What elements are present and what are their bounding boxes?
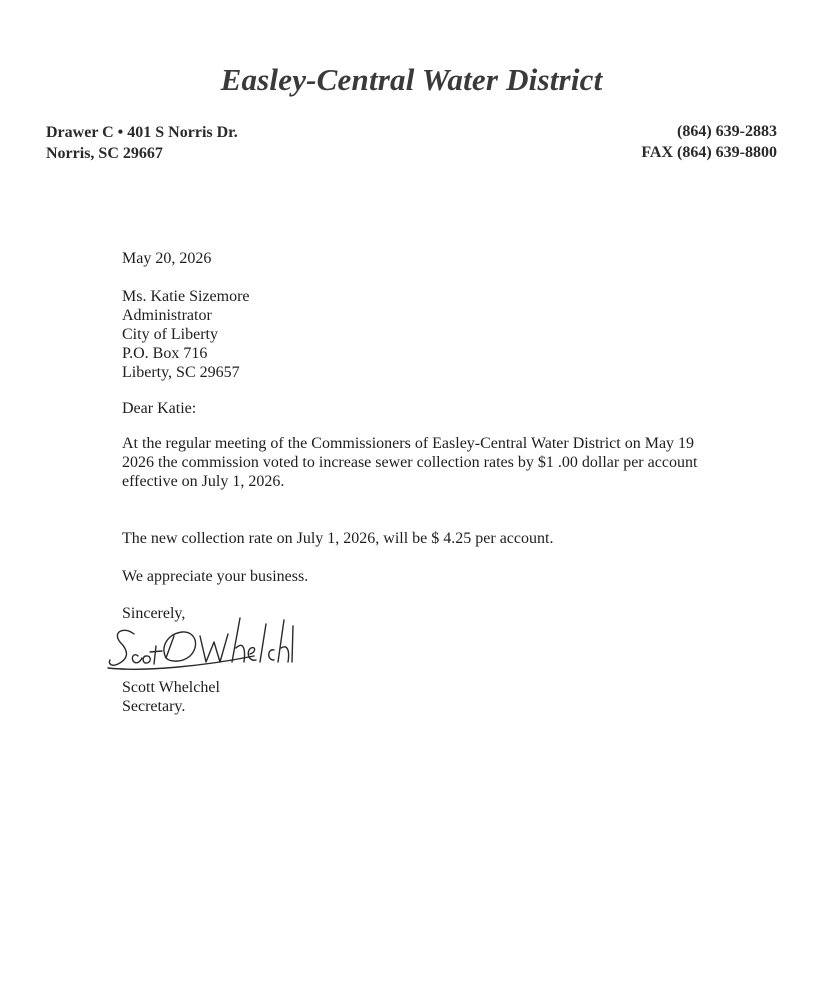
paragraph-line: At the regular meeting of the Commissioners of Easley-Central Water District on May 19 (122, 435, 695, 452)
handwritten-signature (104, 606, 294, 676)
closing: Sincerely, (122, 605, 186, 622)
salutation: Dear Katie: (122, 400, 197, 417)
signer-title: Secretary. (122, 698, 186, 715)
signer-block (122, 678, 220, 716)
recipient-block (122, 287, 250, 382)
address-line-city: Norris, SC 29667 (46, 145, 163, 162)
recipient-address-line2: Liberty, SC 29657 (122, 364, 240, 381)
letterhead-contact (641, 121, 777, 163)
signer-name: Scott Whelchel (122, 679, 220, 696)
recipient-title: Administrator (122, 307, 212, 324)
paragraph-line: effective on July 1, 2026. (122, 473, 285, 490)
letterhead-address (46, 122, 238, 164)
paragraph-appreciation: We appreciate your business. (122, 568, 309, 585)
letterhead-title: Easley-Central Water District (220, 62, 603, 97)
fax-number: FAX (864) 639-8800 (641, 144, 777, 161)
letter-date: May 20, 2026 (122, 250, 212, 267)
paragraph-rate-increase (122, 434, 722, 491)
phone-number: (864) 639-2883 (677, 123, 777, 140)
paragraph-line: 2026 the commission voted to increase sewer collection rates by $1 .00 dollar per account (122, 454, 698, 471)
recipient-address-line1: P.O. Box 716 (122, 345, 208, 362)
paragraph-new-rate: The new collection rate on July 1, 2026, will be $ 4.25 per account. (122, 530, 554, 547)
recipient-organization: City of Liberty (122, 326, 218, 343)
recipient-name: Ms. Katie Sizemore (122, 288, 250, 305)
address-line-street: Drawer C • 401 S Norris Dr. (46, 124, 238, 141)
